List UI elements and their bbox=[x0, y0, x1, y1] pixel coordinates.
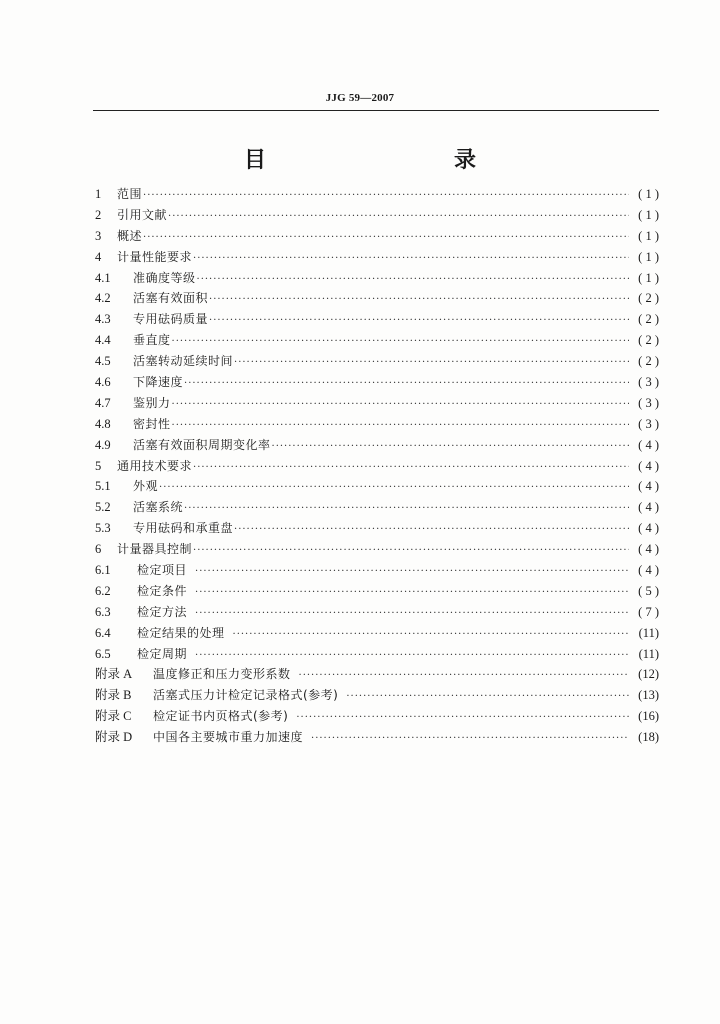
toc-entry[interactable] bbox=[95, 456, 659, 477]
toc-leader-dots bbox=[303, 729, 629, 750]
toc-entry[interactable] bbox=[95, 560, 659, 581]
toc-entry-label: 活塞式压力计检定记录格式(参考) bbox=[153, 688, 339, 703]
toc-entry-page: ( 3 ) bbox=[638, 416, 659, 431]
toc-leader-dots bbox=[187, 604, 629, 625]
toc-entry-number: 附录 D bbox=[95, 730, 133, 745]
toc-leader-dots bbox=[167, 207, 629, 228]
toc-leader-dots bbox=[192, 249, 629, 270]
toc-entry[interactable] bbox=[95, 226, 659, 247]
toc-entry-number: 4.6 bbox=[95, 375, 111, 390]
toc-entry[interactable] bbox=[95, 351, 659, 372]
toc-entry-label: 概述 bbox=[117, 228, 143, 243]
toc-entry-label: 引用文献 bbox=[117, 207, 168, 222]
toc-entry-label: 下降速度 bbox=[133, 375, 184, 390]
toc-leader-dots bbox=[187, 562, 629, 583]
toc-entry-number: 4.3 bbox=[95, 312, 111, 327]
toc-entry[interactable] bbox=[95, 393, 659, 414]
toc-entry-page: ( 7 ) bbox=[638, 604, 659, 619]
toc-entry-page: ( 4 ) bbox=[638, 437, 659, 452]
standard-code-header: JJG 59—2007 bbox=[325, 92, 395, 104]
toc-entry-number: 1 bbox=[95, 187, 102, 201]
toc-entry-number: 4.7 bbox=[95, 395, 111, 410]
toc-entry-page: ( 3 ) bbox=[638, 395, 659, 410]
toc-leader-dots bbox=[288, 708, 629, 729]
toc-entry-label: 通用技术要求 bbox=[117, 458, 193, 473]
toc-entry-number: 5.3 bbox=[95, 521, 111, 536]
toc-entry-label: 活塞系统 bbox=[133, 500, 184, 515]
toc-entry-number: 附录 A bbox=[95, 667, 133, 682]
toc-entry-page: ( 4 ) bbox=[638, 458, 659, 473]
toc-entry-label: 垂直度 bbox=[133, 333, 171, 348]
toc-entry-label: 准确度等级 bbox=[133, 270, 196, 285]
toc-entry[interactable] bbox=[95, 706, 659, 727]
toc-entry-page: (11) bbox=[638, 646, 659, 661]
toc-entry-number: 6 bbox=[95, 542, 102, 557]
toc-entry-page: ( 5 ) bbox=[638, 583, 659, 598]
toc-leader-dots bbox=[187, 583, 629, 604]
toc-leader-dots bbox=[233, 520, 629, 541]
toc-entry-page: ( 4 ) bbox=[638, 521, 659, 536]
toc-entry-number: 附录 B bbox=[95, 688, 132, 703]
toc-entry[interactable] bbox=[95, 330, 659, 351]
toc-entry-label: 鉴别力 bbox=[133, 395, 171, 410]
toc-entry[interactable] bbox=[95, 497, 659, 518]
toc-entry[interactable] bbox=[95, 644, 659, 665]
toc-entry-label: 活塞转动延续时间 bbox=[133, 354, 234, 369]
toc-entry-page: ( 1 ) bbox=[638, 228, 659, 243]
toc-entry-number: 4.5 bbox=[95, 354, 111, 369]
toc-entry-page: (13) bbox=[638, 688, 659, 703]
toc-entry-page: ( 4 ) bbox=[638, 500, 659, 515]
toc-entry-label: 专用砝码和承重盘 bbox=[133, 521, 234, 536]
toc-entry-page: ( 4 ) bbox=[638, 563, 659, 578]
toc-entry-label: 中国各主要城市重力加速度 bbox=[153, 730, 304, 745]
toc-leader-dots bbox=[233, 353, 629, 374]
toc-leader-dots bbox=[338, 687, 629, 708]
toc-entry-label: 检定结果的处理 bbox=[137, 625, 225, 640]
toc-entry-number: 6.1 bbox=[95, 563, 111, 578]
toc-entry-number: 6.2 bbox=[95, 583, 111, 598]
table-of-contents bbox=[95, 184, 659, 748]
toc-entry-page: ( 2 ) bbox=[638, 312, 659, 327]
toc-entry-label: 外观 bbox=[133, 479, 159, 494]
toc-entry[interactable] bbox=[95, 372, 659, 393]
toc-entry-number: 4.2 bbox=[95, 291, 111, 306]
toc-entry-page: ( 2 ) bbox=[638, 333, 659, 348]
toc-entry[interactable] bbox=[95, 581, 659, 602]
toc-entry-label: 密封性 bbox=[133, 416, 171, 431]
toc-entry[interactable] bbox=[95, 539, 659, 560]
toc-entry-page: (12) bbox=[638, 667, 659, 682]
toc-entry[interactable] bbox=[95, 288, 659, 309]
toc-entry-page: ( 4 ) bbox=[638, 479, 659, 494]
toc-leader-dots bbox=[171, 416, 629, 437]
toc-entry-number: 4.1 bbox=[95, 270, 111, 285]
toc-entry-page: ( 3 ) bbox=[638, 375, 659, 390]
toc-entry-page: ( 4 ) bbox=[638, 542, 659, 557]
toc-entry-number: 4.4 bbox=[95, 333, 111, 348]
toc-entry[interactable] bbox=[95, 435, 659, 456]
toc-leader-dots bbox=[225, 625, 629, 646]
toc-entry-number: 6.5 bbox=[95, 646, 111, 661]
toc-entry[interactable] bbox=[95, 727, 659, 748]
toc-entry-number: 4 bbox=[95, 249, 102, 264]
toc-leader-dots bbox=[183, 499, 629, 520]
toc-entry-label: 活塞有效面积周期变化率 bbox=[133, 437, 271, 452]
toc-entry[interactable] bbox=[95, 664, 659, 685]
toc-leader-dots bbox=[142, 186, 629, 207]
header-rule bbox=[93, 110, 659, 111]
toc-entry[interactable] bbox=[95, 309, 659, 330]
toc-entry-number: 3 bbox=[95, 228, 102, 243]
toc-entry[interactable] bbox=[95, 268, 659, 289]
toc-entry-label: 检定证书内页格式(参考) bbox=[153, 709, 289, 724]
toc-entry[interactable] bbox=[95, 476, 659, 497]
toc-title: 目 录 bbox=[243, 148, 524, 173]
toc-entry-label: 检定周期 bbox=[137, 646, 188, 661]
toc-entry-label: 范围 bbox=[117, 187, 143, 201]
toc-entry-number: 2 bbox=[95, 207, 102, 222]
toc-leader-dots bbox=[142, 228, 629, 249]
toc-entry-label: 温度修正和压力变形系数 bbox=[153, 667, 291, 682]
toc-entry-page: ( 1 ) bbox=[638, 270, 659, 285]
toc-entry[interactable] bbox=[95, 205, 659, 226]
toc-entry-number: 5.1 bbox=[95, 479, 111, 494]
toc-leader-dots bbox=[187, 646, 629, 667]
toc-entry[interactable] bbox=[95, 685, 659, 706]
toc-leader-dots bbox=[158, 478, 629, 499]
toc-entry[interactable] bbox=[95, 247, 659, 268]
toc-entry[interactable] bbox=[95, 184, 659, 205]
toc-entry-page: ( 2 ) bbox=[638, 354, 659, 369]
toc-entry-number: 4.8 bbox=[95, 416, 111, 431]
toc-entry-number: 6.3 bbox=[95, 604, 111, 619]
toc-entry-label: 计量器具控制 bbox=[117, 542, 193, 557]
toc-entry-page: (11) bbox=[638, 625, 659, 640]
toc-entry-number: 4.9 bbox=[95, 437, 111, 452]
toc-entry-number: 5.2 bbox=[95, 500, 111, 515]
toc-leader-dots bbox=[208, 311, 629, 332]
toc-entry[interactable] bbox=[95, 518, 659, 539]
toc-leader-dots bbox=[271, 437, 629, 458]
toc-entry[interactable] bbox=[95, 623, 659, 644]
toc-entry-page: ( 1 ) bbox=[638, 207, 659, 222]
toc-entry[interactable] bbox=[95, 602, 659, 623]
toc-entry[interactable] bbox=[95, 414, 659, 435]
toc-leader-dots bbox=[192, 541, 629, 562]
toc-entry-label: 检定项目 bbox=[137, 563, 188, 578]
toc-leader-dots bbox=[183, 374, 629, 395]
toc-entry-label: 专用砝码质量 bbox=[133, 312, 209, 327]
toc-entry-page: (16) bbox=[638, 709, 659, 724]
toc-entry-label: 检定条件 bbox=[137, 583, 188, 598]
toc-leader-dots bbox=[171, 332, 629, 353]
toc-entry-number: 附录 C bbox=[95, 709, 132, 724]
toc-entry-number: 5 bbox=[95, 458, 102, 473]
toc-leader-dots bbox=[208, 290, 629, 311]
toc-leader-dots bbox=[196, 270, 629, 291]
toc-entry-label: 活塞有效面积 bbox=[133, 291, 209, 306]
toc-leader-dots bbox=[291, 666, 629, 687]
toc-entry-label: 检定方法 bbox=[137, 604, 188, 619]
toc-entry-page: (18) bbox=[638, 730, 659, 745]
toc-entry-label: 计量性能要求 bbox=[117, 249, 193, 264]
toc-entry-page: ( 1 ) bbox=[638, 249, 659, 264]
toc-entry-number: 6.4 bbox=[95, 625, 111, 640]
toc-entry-page: ( 2 ) bbox=[638, 291, 659, 306]
toc-leader-dots bbox=[171, 395, 629, 416]
toc-entry-page: ( 1 ) bbox=[638, 187, 659, 201]
toc-leader-dots bbox=[192, 458, 629, 479]
